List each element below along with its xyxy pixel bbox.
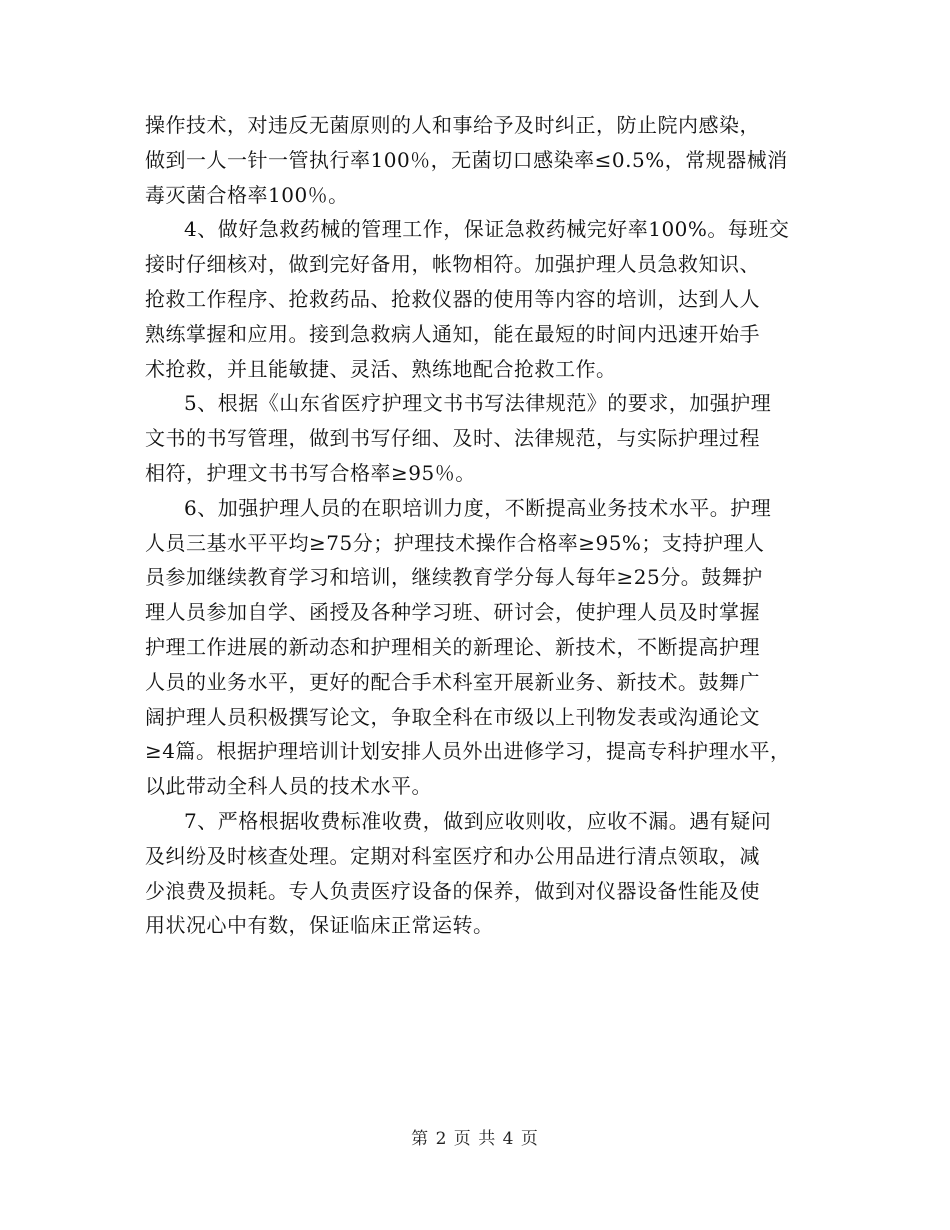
text-line: 4、做好急救药械的管理工作，保证急救药械完好率100%。每班交 (184, 217, 790, 242)
text-line: 理人员参加自学、函授及各种学习班、研讨会，使护理人员及时掌握 (145, 600, 760, 625)
text-line: 护理工作进展的新动态和护理相关的新理论、新技术，不断提高护理 (145, 634, 760, 659)
text-line: 做到一人一针一管执行率100％，无菌切口感染率≤0.5%，常规器械消 (145, 147, 788, 172)
text-line: 操作技术，对违反无菌原则的人和事给予及时纠正，防止院内感染， (145, 113, 760, 137)
text-line: 熟练掌握和应用。接到急救病人通知，能在最短的时间内迅速开始手 (145, 321, 760, 346)
text-line: 阔护理人员积极撰写论文，争取全科在市级以上刊物发表或沟通论文 (145, 704, 760, 729)
text-line: 术抢救，并且能敏捷、灵活、熟练地配合抢救工作。 (145, 356, 617, 381)
text-line: 7、严格根据收费标准收费，做到应收则收，应收不漏。遇有疑问 (184, 808, 772, 833)
text-line: 6、加强护理人员的在职培训力度，不断提高业务技术水平。护理 (184, 495, 772, 520)
text-line: 以此带动全科人员的技术水平。 (145, 774, 432, 799)
text-line: 接时仔细核对，做到完好备用，帐物相符。加强护理人员急救知识、 (145, 252, 760, 277)
text-line: ≥4篇。根据护理培训计划安排人员外出进修学习，提高专科护理水平， (145, 739, 791, 764)
text-line: 毒灭菌合格率100％。 (145, 182, 349, 207)
text-line: 相符，护理文书书写合格率≥95％。 (145, 460, 476, 485)
text-line: 文书的书写管理，做到书写仔细、及时、法律规范，与实际护理过程 (145, 426, 760, 451)
text-line: 5、根据《山东省医疗护理文书书写法律规范》的要求，加强护理 (184, 391, 772, 416)
text-line: 用状况心中有数，保证临床正常运转。 (145, 913, 494, 938)
document-body (145, 108, 835, 943)
text-line: 人员的业务水平，更好的配合手术科室开展新业务、新技术。鼓舞广 (145, 669, 760, 694)
page-number-footer: 第 2 页 共 4 页 (411, 1129, 539, 1149)
text-line: 员参加继续教育学习和培训，继续教育学分每人每年≥25分。鼓舞护 (145, 565, 763, 590)
text-line: 少浪费及损耗。专人负责医疗设备的保养，做到对仪器设备性能及使 (145, 878, 760, 903)
text-line: 人员三基水平平均≥75分；护理技术操作合格率≥95%；支持护理人 (145, 530, 765, 555)
text-line: 及纠纷及时核查处理。定期对科室医疗和办公用品进行清点领取，减 (145, 843, 760, 868)
text-line: 抢救工作程序、抢救药品、抢救仪器的使用等内容的培训，达到人人 (145, 286, 760, 311)
